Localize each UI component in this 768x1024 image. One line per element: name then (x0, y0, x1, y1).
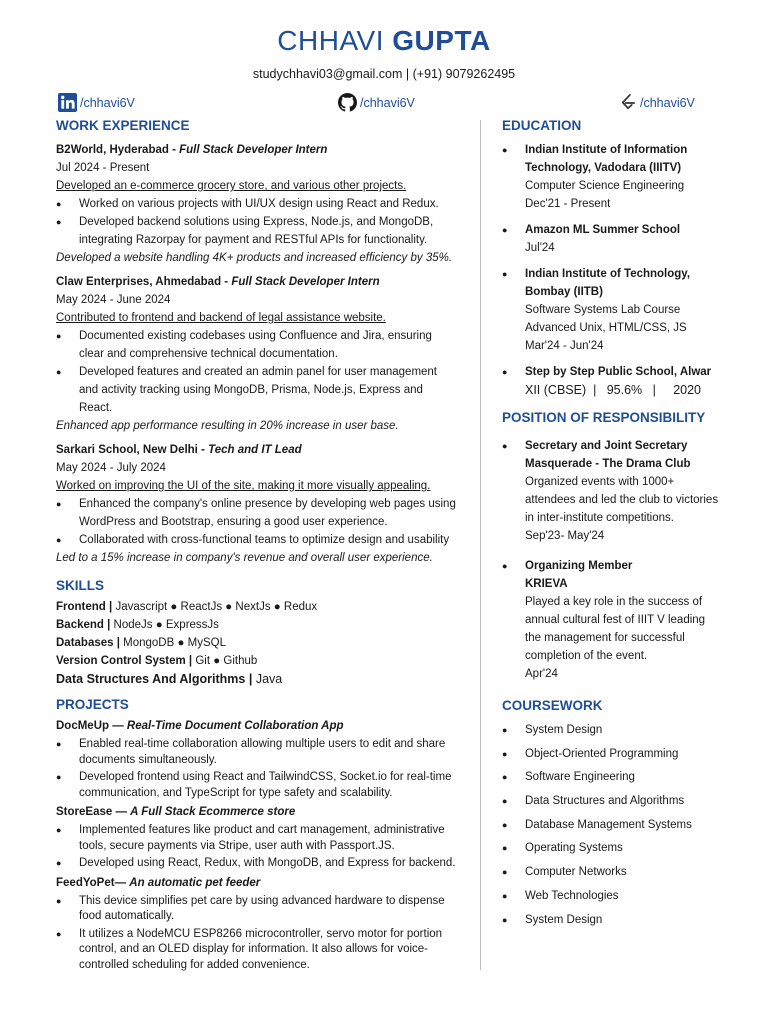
skills-heading: SKILLS (56, 578, 105, 593)
job-result: Developed a website handling 4K+ products and increased efficiency by 35%. (56, 252, 453, 264)
left-column (56, 117, 456, 973)
project-tagline: A Full Stack Ecommerce store (130, 806, 296, 818)
github-link[interactable] (338, 93, 415, 112)
course-item: ● Computer Networks (502, 863, 724, 881)
job-result: Enhanced app performance resulting in 20% increase in user base. (56, 420, 399, 432)
skill-row (56, 634, 456, 652)
job-bullet: ● Worked on various projects with UI/UX design using React and Redux. (56, 195, 456, 213)
responsibility-desc: Organized events with 1000+ attendees and led the club to victories in inter-institute competitions. (525, 476, 719, 524)
job-company: Sarkari School, New Delhi - (56, 444, 209, 456)
skill-value: Javascript ● ReactJs ● NextJs ● Redux (112, 601, 318, 613)
coursework-heading: COURSEWORK (502, 698, 603, 713)
job-result: Led to a 15% increase in company's revenue and overall user experience. (56, 552, 433, 564)
project-bullet: ● Developed frontend using React and TailwindCSS, Socket.io for real-time communication, and TypeScript for type safety and scalability. (56, 770, 456, 801)
responsibility-item (502, 437, 724, 545)
linkedin-link[interactable] (58, 93, 135, 112)
education-detail: Mar'24 - Jun'24 (525, 340, 604, 352)
work-experience-heading: WORK EXPERIENCE (56, 118, 190, 133)
first-name: CHHAVI (277, 25, 384, 56)
course-item: ● Database Management Systems (502, 816, 724, 834)
coursework-list (502, 721, 724, 929)
course-item: ● Web Technologies (502, 887, 724, 905)
job-summary: Developed an e-commerce grocery store, and various other projects. (56, 180, 407, 192)
job-bullets (56, 195, 456, 249)
linkedin-icon (58, 93, 77, 112)
education-item (502, 221, 724, 257)
job-title-line (56, 141, 456, 159)
last-name: GUPTA (392, 25, 491, 56)
leetcode-handle: /chhavi6V (640, 95, 695, 110)
institution-name: ● Indian Institute of Technology, Bombay (IITB) (525, 268, 691, 298)
skill-value: Java (252, 672, 283, 686)
skill-row (56, 598, 456, 616)
course-item: ● System Design (502, 911, 724, 929)
education-detail: Computer Science Engineering (525, 180, 685, 192)
right-column (502, 117, 724, 929)
job-entry (56, 441, 456, 567)
responsibility-list (502, 437, 724, 683)
skill-label: Version Control System | (56, 655, 193, 667)
skill-label: Frontend | (56, 601, 113, 613)
institution-name: ● Step by Step Public School, Alwar (525, 366, 712, 378)
job-role: Tech and IT Lead (208, 444, 302, 456)
job-summary: Contributed to frontend and backend of legal assistance website. (56, 312, 386, 324)
education-detail: Dec'21 - Present (525, 198, 611, 210)
job-bullet: ● Developed backend solutions using Express, Node.js, and MongoDB, integrating Razorpay for payment and RESTful APIs for functionality. (56, 213, 456, 249)
job-role: Full Stack Developer Intern (231, 276, 380, 288)
job-bullet: ● Documented existing codebases using Confluence and Jira, ensuring clear and comprehensive technical documentation. (56, 327, 456, 363)
job-bullet: ● Enhanced the company's online presence by developing web pages using WordPress and Bootstrap, ensuring a good user experience. (56, 495, 456, 531)
skills-list (56, 598, 456, 688)
responsibility-item (502, 557, 724, 683)
contact-line[interactable]: studychhavi03@gmail.com | (+91) 9079262495 (252, 67, 516, 81)
job-dates: May 2024 - July 2024 (56, 462, 166, 474)
course-item: ● System Design (502, 721, 724, 739)
project-bullet: ● It utilizes a NodeMCU ESP8266 microcontroller, servo motor for portion control, and an OLED display for information. It also allows for voice-controlled scheduling for added convenience. (56, 927, 456, 974)
course-item: ● Software Engineering (502, 768, 724, 786)
project-bullet: ● This device simplifies pet care by using advanced hardware to dispense food automatically. (56, 894, 456, 925)
job-dates: May 2024 - June 2024 (56, 294, 171, 306)
skill-value: NodeJs ● ExpressJs (110, 619, 219, 631)
github-icon (338, 93, 357, 112)
project-name: DocMeUp — (56, 720, 127, 732)
project-bullets (56, 894, 456, 974)
projects-heading: PROJECTS (56, 697, 129, 712)
skill-value: MongoDB ● MySQL (119, 637, 226, 649)
responsibility-role: ● Secretary and Joint Secretary Masquerade - The Drama Club (525, 440, 691, 470)
job-bullet: ● Developed features and created an admin panel for user management and activity tracking using MongoDB, Prisma, Node.js, Express and React. (56, 363, 456, 417)
project-tagline: Real-Time Document Collaboration App (126, 720, 344, 732)
education-item (502, 141, 724, 213)
institution-name: ● Indian Institute of Information Technology, Vadodara (IIITV) (525, 144, 688, 174)
job-bullets (56, 495, 456, 549)
school-result: XII (CBSE) | 95.6% | 2020 (525, 383, 702, 397)
responsibility-desc: Played a key role in the success of annual cultural fest of IIIT V leading the management for successful completion of the event. (525, 596, 706, 662)
job-summary: Worked on improving the UI of the site, making it more visually appealing. (56, 480, 431, 492)
skill-row (56, 670, 456, 688)
education-item (502, 363, 724, 399)
leetcode-icon (618, 93, 637, 112)
responsibility-role: ● Organizing Member (525, 560, 633, 572)
skill-value: Git ● Github (192, 655, 258, 667)
project-bullets (56, 823, 456, 872)
skill-row (56, 652, 456, 670)
responsibility-org: KRIEVA (525, 578, 568, 590)
course-item: ● Object-Oriented Programming (502, 745, 724, 763)
job-title-line (56, 441, 456, 459)
job-role: Full Stack Developer Intern (179, 144, 328, 156)
job-title-line (56, 273, 456, 291)
responsibility-heading: POSITION OF RESPONSIBILITY (502, 410, 706, 425)
education-heading: EDUCATION (502, 118, 582, 133)
job-dates: Jul 2024 - Present (56, 162, 150, 174)
skill-row (56, 616, 456, 634)
job-company: B2World, Hyderabad - (56, 144, 180, 156)
column-divider (480, 120, 481, 970)
linkedin-handle: /chhavi6V (80, 95, 135, 110)
education-detail: Jul'24 (525, 242, 555, 254)
project-bullet: ● Developed using React, Redux, with MongoDB, and Express for backend. (56, 856, 456, 872)
leetcode-link[interactable] (618, 93, 695, 112)
project-title (56, 874, 456, 892)
course-item: ● Data Structures and Algorithms (502, 792, 724, 810)
project-name: FeedYoPet— (56, 876, 130, 889)
skill-label: Backend | (56, 619, 111, 631)
project-name: StoreEase — (56, 806, 131, 818)
project-bullet: ● Implemented features like product and cart management, administrative tools, secure payments via Stripe, user auth with Passport.JS. (56, 823, 456, 854)
course-item: ● Operating Systems (502, 839, 724, 857)
project-tagline: An automatic pet feeder (129, 876, 261, 889)
project-title (56, 717, 456, 735)
project-bullet: ● Enabled real-time collaboration allowing multiple users to edit and share documents simultaneously. (56, 737, 456, 768)
skill-label: Databases | (56, 637, 120, 649)
projects-list (56, 717, 456, 973)
education-detail: Advanced Unix, HTML/CSS, JS (525, 322, 687, 334)
github-handle: /chhavi6V (360, 95, 415, 110)
responsibility-dates: Apr'24 (525, 668, 558, 680)
education-detail: Software Systems Lab Course (525, 304, 681, 316)
job-entry (56, 273, 456, 435)
skill-label: Data Structures And Algorithms | (56, 672, 253, 686)
project-bullets (56, 737, 456, 801)
job-bullet: ● Collaborated with cross-functional teams to optimize design and usability (56, 531, 456, 549)
education-item (502, 265, 724, 355)
project-title (56, 803, 456, 821)
institution-name: ● Amazon ML Summer School (525, 224, 681, 236)
job-entry (56, 141, 456, 267)
education-list (502, 141, 724, 399)
candidate-name (0, 24, 768, 58)
job-bullets (56, 327, 456, 417)
job-company: Claw Enterprises, Ahmedabad - (56, 276, 232, 288)
responsibility-dates: Sep'23- May'24 (525, 530, 605, 542)
